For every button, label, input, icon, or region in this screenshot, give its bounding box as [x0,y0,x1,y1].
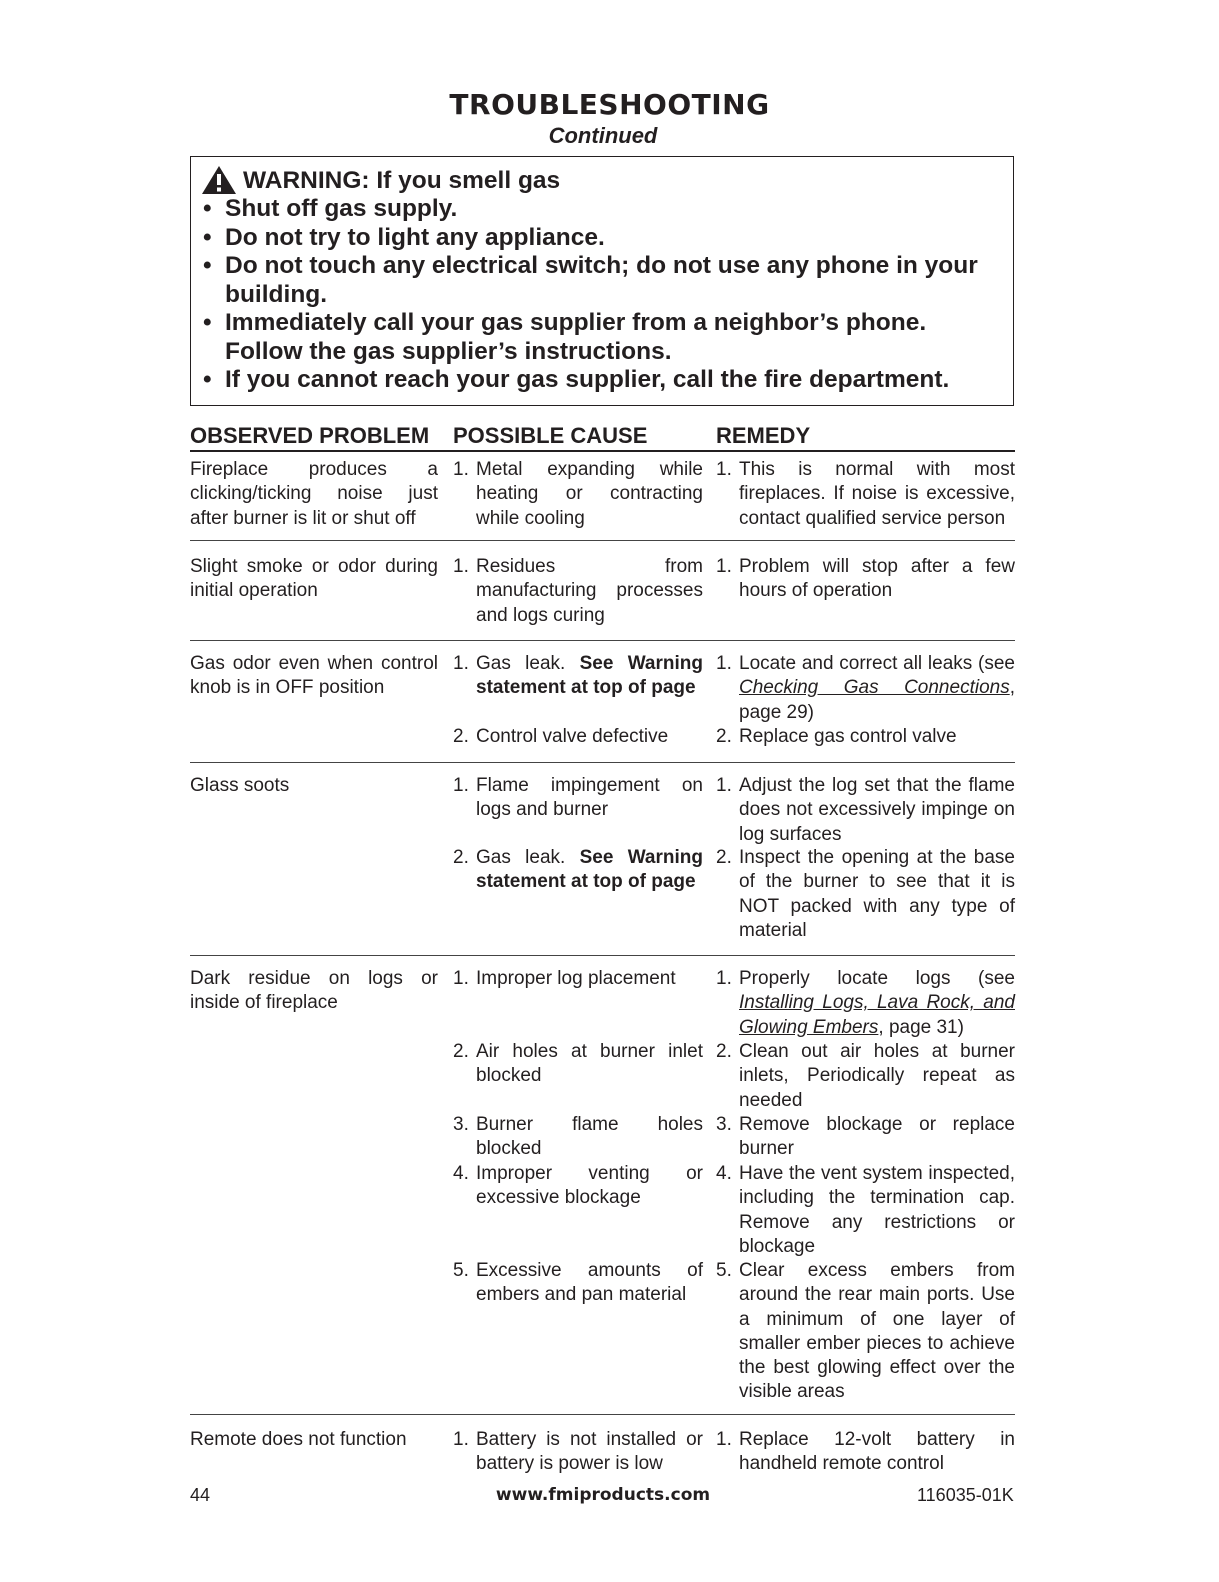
warning-item: • Do not try to light any appliance. [201,224,1001,253]
warning-heading-row [201,165,1001,195]
remedy-text: Have the vent system inspected, including the termination cap. Remove any restrictions or blockage [739,1163,1015,1257]
remedy-number: 1. [716,459,732,480]
remedy-text: This is normal with most fireplaces. If noise is excessive, contact qualified service person [739,459,1015,529]
remedy-item [716,555,1015,604]
cause-number: 2. [453,726,469,747]
remedy [716,967,1015,1040]
cause-item [453,725,703,749]
observed-problem: Glass soots [190,775,290,796]
observed-problem: Dark residue on logs or inside of fireplace [190,968,438,1014]
cause-item [453,555,703,628]
warning-item: • Immediately call your gas supplier from a neighbor’s phone. Follow the gas supplier’s instructions. [201,309,1001,366]
row-divider [190,762,1015,763]
remedy-number: 3. [716,1114,732,1135]
column-header-cause: POSSIBLE CAUSE [453,423,648,448]
observed-problem: Remote does not function [190,1429,407,1450]
remedy-number: 2. [716,726,732,747]
remedy-text: Remove blockage or replace burner [739,1114,1015,1160]
cause-text: Air holes at burner inlet blocked [476,1041,703,1087]
remedy [716,1040,1015,1113]
remedy [716,1259,1015,1405]
remedy [716,1428,1015,1477]
remedy-number: 2. [716,847,732,868]
possible-cause [453,1113,703,1162]
remedy-item [716,1428,1015,1477]
section-reference-link[interactable]: Installing Logs, Lava Rock, and Glowing Embers [739,992,1015,1038]
possible-cause [453,846,703,895]
remedy-item [716,652,1015,725]
cause-number: 1. [453,968,469,989]
cause-text-part: Gas leak. [476,847,580,868]
cause-text: Burner flame holes blocked [476,1114,703,1160]
remedy-number: 1. [716,556,732,577]
cause-number: 1. [453,556,469,577]
remedy [716,774,1015,847]
remedy-item [716,1259,1015,1405]
remedy-text-part: , page 31) [878,1016,964,1038]
remedy [716,846,1015,943]
warning-item: • If you cannot reach your gas supplier, call the fire department. [201,366,1001,395]
remedy-item [716,1162,1015,1259]
remedy-text-part: Properly locate logs (see [739,968,1015,989]
remedy [716,458,1015,531]
cause-text: Improper log placement [476,968,676,989]
cause-number: 5. [453,1260,469,1281]
remedy-text-part: Locate and correct all leaks (see [739,653,1015,674]
remedy-text: Clear excess embers from around the rear main ports. Use a minimum of one layer of smaller ember pieces to achieve the best glowing effect over the visible areas [739,1260,1015,1403]
remedy-item [716,774,1015,847]
remedy-text: Problem will stop after a few hours of operation [739,556,1015,602]
cause-text: Metal expanding while heating or contracting while cooling [476,459,703,529]
remedy-number: 1. [716,968,732,989]
observed-problem: Fireplace produces a clicking/ticking noise just after burner is lit or shut off [190,459,438,529]
warning-heading: WARNING: If you smell gas [243,166,561,194]
cause-number: 4. [453,1163,469,1184]
cause-item [453,1162,703,1211]
row-divider [190,540,1015,541]
remedy [716,725,1015,749]
page-title: TROUBLESHOOTING [449,88,770,121]
remedy-text [739,967,1015,1040]
cause-number: 1. [453,653,469,674]
cause-text: Control valve defective [476,726,669,747]
remedy-item [716,1113,1015,1162]
cause-number: 2. [453,1041,469,1062]
remedy [716,1162,1015,1259]
possible-cause [453,967,703,991]
doc-number: 116035-01K [917,1485,1014,1505]
row-divider [190,640,1015,641]
cause-number: 1. [453,1429,469,1450]
cause-item [453,1259,703,1308]
cause-item [453,1428,703,1477]
cause-item [453,846,703,895]
remedy [716,555,1015,604]
page-number: 44 [190,1485,211,1505]
remedy-item [716,1040,1015,1113]
cause-item [453,458,703,531]
cause-item [453,652,703,701]
footer-url: www.fmiproducts.com [495,1485,711,1505]
cause-number: 1. [453,775,469,796]
cause-number: 2. [453,847,469,868]
remedy-text: Inspect the opening at the base of the burner to see that it is NOT packed with any type of material [739,847,1015,941]
warning-triangle-icon [201,165,237,195]
row-divider [190,955,1015,956]
remedy-number: 1. [716,653,732,674]
remedy-text: Replace gas control valve [739,726,957,747]
possible-cause [453,458,703,531]
cause-number: 3. [453,1114,469,1135]
warning-reference: See Warning statement at top of page [476,653,703,699]
possible-cause [453,555,703,628]
cause-item [453,774,703,823]
remedy-text: Adjust the log set that the flame does not excessively impinge on log surfaces [739,775,1015,845]
cause-item [453,1040,703,1089]
possible-cause [453,725,703,749]
page-subtitle: Continued [548,123,658,148]
remedy-item [716,967,1015,1040]
warning-item: • Shut off gas supply. [201,195,1001,224]
cause-number: 1. [453,459,469,480]
remedy [716,1113,1015,1162]
remedy-text-part: , page 29) [739,677,1015,723]
warning-box [190,156,1014,406]
cause-text: Excessive amounts of embers and pan material [476,1260,703,1306]
cause-text: Improper venting or excessive blockage [476,1163,703,1209]
cause-item [453,1113,703,1162]
header-divider [190,450,1015,452]
possible-cause [453,652,703,701]
remedy-item [716,458,1015,531]
cause-item [453,967,703,991]
remedy-number: 4. [716,1163,732,1184]
remedy-item [716,846,1015,943]
possible-cause [453,1162,703,1211]
observed-problem: Slight smoke or odor during initial operation [190,556,438,602]
column-header-problem: OBSERVED PROBLEM [190,423,430,448]
column-header-remedy: REMEDY [716,423,811,448]
remedy-number: 1. [716,775,732,796]
remedy-item [716,725,1015,749]
possible-cause [453,774,703,823]
remedy-number: 1. [716,1429,732,1450]
remedy-number: 5. [716,1260,732,1281]
remedy-number: 2. [716,1041,732,1062]
warning-item [201,252,1001,309]
remedy-text [739,652,1015,725]
cause-text: Battery is not installed or battery is power is low [476,1429,703,1475]
remedy-text: Replace 12-volt battery in handheld remote control [739,1429,1015,1475]
cause-text [476,652,703,701]
cause-text: Flame impingement on logs and burner [476,775,703,821]
observed-problem: Gas odor even when control knob is in OFF position [190,653,438,699]
possible-cause [453,1428,703,1477]
row-divider [190,1414,1015,1415]
cause-text-part: Gas leak. [476,653,580,674]
remedy-text: Clean out air holes at burner inlets, Periodically repeat as needed [739,1041,1015,1111]
section-reference-link[interactable]: Checking Gas Connections [739,677,1010,699]
cause-text: Residues from manufacturing processes and logs curing [476,556,703,626]
warning-item-text: Do not touch any electrical switch; do not use any phone in your building. [225,252,978,308]
possible-cause [453,1040,703,1089]
cause-text [476,846,703,895]
possible-cause [453,1259,703,1308]
warning-reference: See Warning statement at top of page [476,847,703,893]
remedy [716,652,1015,725]
